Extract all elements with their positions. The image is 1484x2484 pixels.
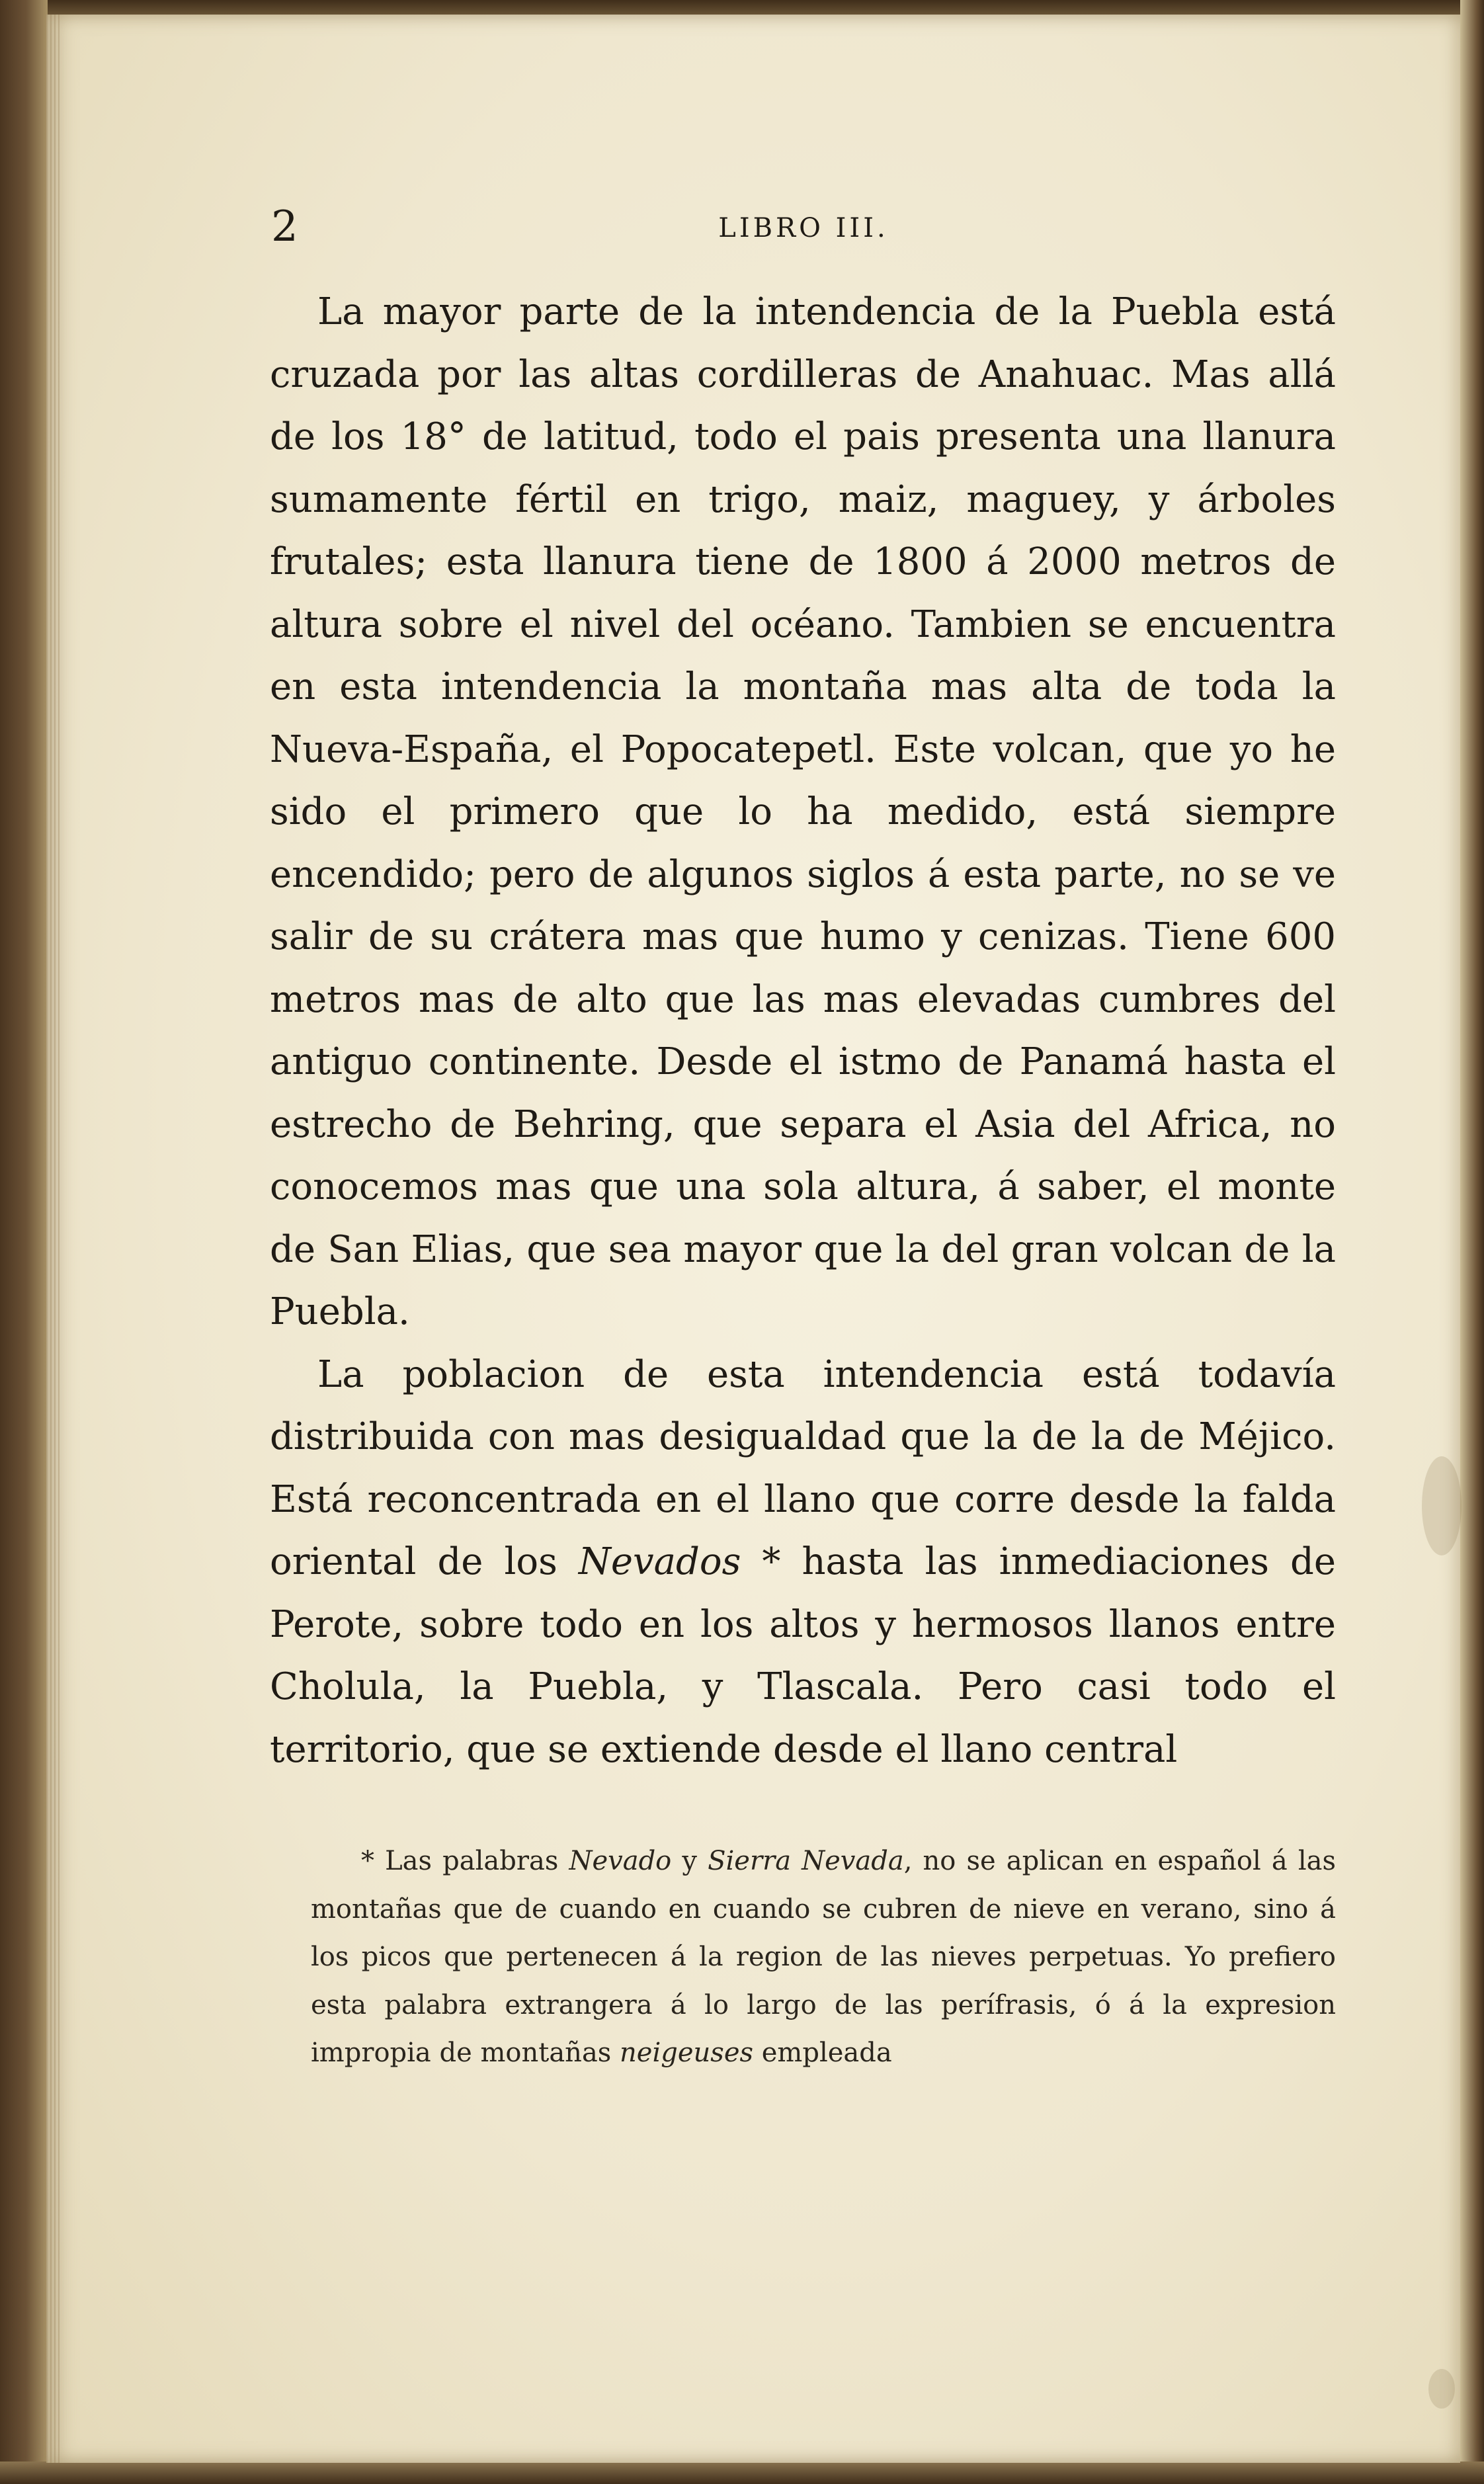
italic-term: Nevados — [578, 1540, 741, 1583]
running-head: LIBRO III. — [718, 213, 889, 243]
italic-term: Sierra Nevada — [708, 1846, 904, 1876]
paragraph — [270, 1344, 1336, 1782]
book-binding-edge — [0, 0, 48, 2484]
footnote-paragraph — [311, 1837, 1336, 2077]
paper-stain — [1422, 1456, 1462, 1555]
italic-term: neigeuses — [620, 2038, 754, 2068]
page-stack-edge — [46, 15, 62, 2463]
footnote-mark: * — [741, 1540, 781, 1583]
book-edge-right — [1460, 0, 1484, 2484]
text-run: empleada — [753, 2038, 892, 2068]
paragraph: La mayor parte de la intendencia de la Puebla está cruzada por las altas cordilleras de Anahuac. Mas allá de los 18° de latitud, todo el pais presenta una llanura sumamente fértil en trigo, maiz, maguey, y árboles frutales; esta llanura tiene de 1800 á 2000 metros de altura sobre el nivel del océano. Tambien se encuentra en esta intendencia la montaña mas alta de toda la Nueva-España, el Popocatepetl. Este volcan, que yo he sido el primero que lo ha medido, está siempre encendido; pero de algunos siglos á esta parte, no se ve salir de su crátera mas que humo y cenizas. Tiene 600 metros mas de alto que las mas elevadas cumbres del antiguo continente. Desde el istmo de Panamá hasta el estrecho de Behring, que separa el Asia del Africa, no conocemos mas que una sola altura, á saber, el monte de San Elias, que sea mayor que la del gran volcan de la Puebla. — [270, 290, 1336, 1333]
page-header — [271, 197, 1336, 257]
footnote — [311, 1837, 1336, 2077]
paper-stain — [1428, 2369, 1455, 2409]
text-run: , no se aplican en español á las montañas que de cuando en cuando se cubren de nieve en verano, sino á los picos que pertenecen á la region de las nieves perpetuas. Yo prefiero esta palabra extrangera á lo largo de las perífrasis, ó á la expresion impropia de montañas — [311, 1846, 1336, 2068]
text-run: La poblacion de esta intendencia está todavía distribuida con mas desigualdad que la de la de Méjico. Está reconcentrada en el llano que corre desde la falda oriental de los — [270, 1352, 1336, 1583]
italic-term: Nevado — [569, 1846, 672, 1876]
page-number: 2 — [271, 202, 298, 251]
book-edge-bottom — [0, 2462, 1484, 2484]
footnote-mark: * — [361, 1846, 386, 1876]
text-run: y — [671, 1846, 708, 1876]
body-text — [270, 281, 1336, 1781]
text-run: Las palabras — [385, 1846, 569, 1876]
text-run: hasta las inmediaciones de Perote, sobre todo en los altos y hermosos llanos entre Cholula, la Puebla, y Tlascala. Pero casi todo el territorio, que se extiende desde el llano central — [270, 1540, 1336, 1771]
